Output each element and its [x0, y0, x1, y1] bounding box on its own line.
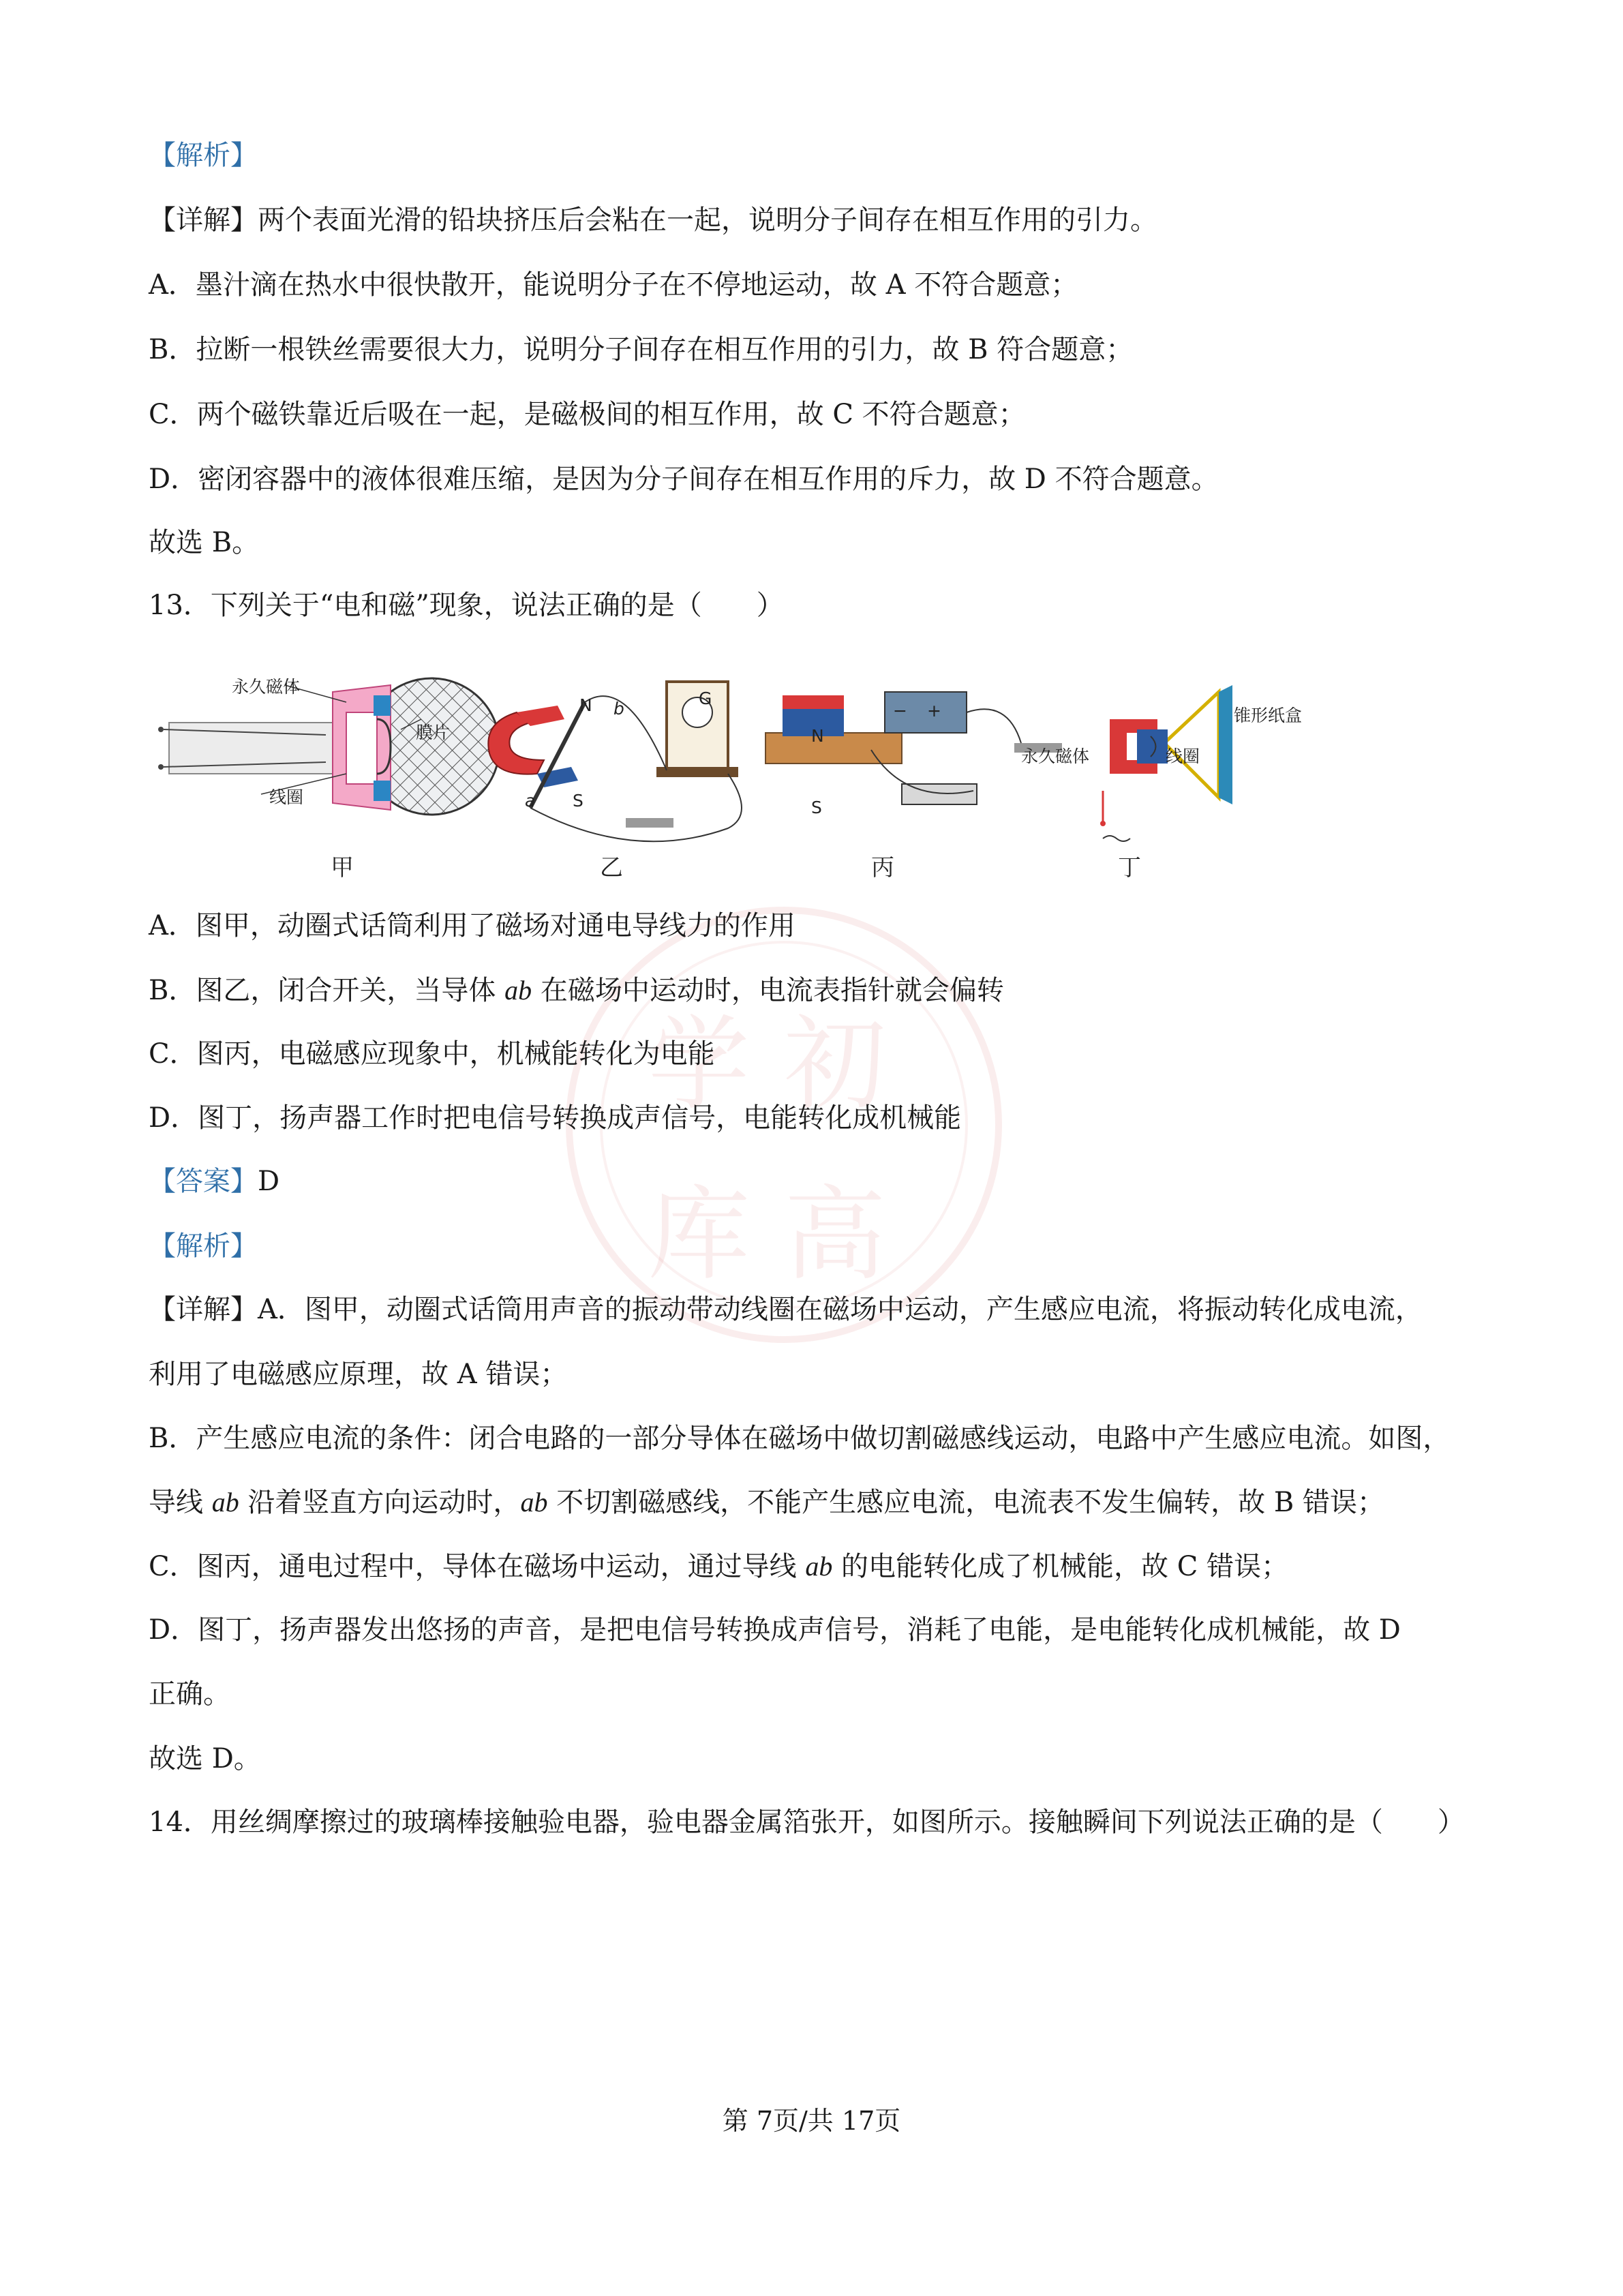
option-b-explain: B．拉断一根铁丝需要很大力，说明分子间存在相互作用的引力，故 B 符合题意；: [149, 334, 1134, 365]
figure-caption: 丙: [871, 854, 894, 881]
detail-line: 【详解】两个表面光滑的铅块挤压后会粘在一起，说明分子间存在相互作用的引力。: [149, 205, 1157, 236]
label-cone: 锥形纸盒: [1234, 706, 1303, 725]
option-a-explain: A．墨汁滴在热水中很快散开，能说明分子在不停地运动，故 A 不符合题意；: [149, 269, 1078, 301]
choice-line: 故选 B。: [149, 527, 260, 558]
label-a: a: [525, 791, 536, 811]
label-s: S: [811, 798, 822, 817]
watermark-char: 库: [648, 1176, 750, 1295]
watermark-char: 学: [648, 1006, 750, 1124]
detail-line: 【详解】A．图甲，动圈式话筒用声音的振动带动线圈在磁场中运动，产生感应电流，将振动转化成电流，: [149, 1294, 1423, 1325]
figure-jia-microphone: [158, 678, 500, 815]
figure-caption: 甲: [331, 854, 354, 881]
label-coil: 线圈: [1166, 746, 1200, 766]
label-magnet: 永久磁体: [232, 677, 301, 697]
label-n: N: [579, 695, 592, 715]
option-b: B．图乙，闭合开关，当导体 ab 在磁场中运动时，电流表指针就会偏转: [149, 975, 1004, 1006]
option-d: D．图丁，扬声器工作时把电信号转换成声信号，电能转化成机械能: [149, 1102, 962, 1134]
detail-line: B．产生感应电流的条件：闭合电路的一部分导体在磁场中做切割磁感线运动，电路中产生感应电流。如图，: [149, 1423, 1451, 1454]
analysis-tag: 【解析】: [149, 140, 258, 171]
label-s: S: [573, 791, 583, 811]
detail-line: 导线 ab 沿着竖直方向运动时，ab 不切割磁感线，不能产生感应电流，电流表不发生偏转，故 B 错误；: [149, 1487, 1384, 1518]
answer: 【答案】D: [149, 1166, 280, 1197]
analysis-tag: 【解析】: [149, 1230, 258, 1262]
label-membrane: 膜片: [416, 723, 451, 742]
watermark-char: 初: [784, 1006, 887, 1124]
label-plus: +: [927, 701, 941, 721]
option-a: A．图甲，动圈式话筒利用了磁场对通电导线力的作用: [149, 910, 795, 941]
option-d-explain: D．密闭容器中的液体很难压缩，是因为分子间存在相互作用的斥力，故 D 不符合题意。: [149, 464, 1219, 495]
question-13: 13．下列关于“电和磁”现象，说法正确的是（ ）: [149, 590, 784, 621]
label-magnet: 永久磁体: [1021, 746, 1090, 766]
figure-strip: [149, 654, 1273, 859]
figure-caption: 丁: [1118, 854, 1141, 881]
label-coil: 线圈: [269, 787, 304, 807]
detail-line: D．图丁，扬声器发出悠扬的声音，是把电信号转换成声信号，消耗了电能，是电能转化成机械能，故 D: [149, 1614, 1401, 1646]
label-minus: −: [893, 701, 907, 721]
detail-line: 正确。: [149, 1678, 230, 1710]
figure-bing-motor: [765, 692, 1062, 804]
figure-caption: 乙: [600, 854, 623, 881]
option-c-explain: C．两个磁铁靠近后吸在一起，是磁极间的相互作用，故 C 不符合题意；: [149, 399, 1026, 430]
page-footer: 第 7页/共 17页: [722, 2106, 901, 2136]
detail-line: 利用了电磁感应原理，故 A 错误；: [149, 1359, 568, 1390]
label-n: N: [811, 726, 824, 746]
option-c: C．图丙，电磁感应现象中，机械能转化为电能: [149, 1038, 715, 1070]
watermark-char: 高: [784, 1176, 887, 1295]
detail-line: C．图丙，通电过程中，导体在磁场中运动，通过导线 ab 的电能转化成了机械能，故 C 错误；: [149, 1551, 1289, 1582]
question-14: 14．用丝绸摩擦过的玻璃棒接触验电器，验电器金属箔张开，如图所示。接触瞬间下列说法正确的是（ ）: [149, 1807, 1465, 1838]
label-g: G: [699, 689, 712, 708]
label-b: b: [613, 699, 624, 719]
choice-line: 故选 D。: [149, 1743, 261, 1774]
